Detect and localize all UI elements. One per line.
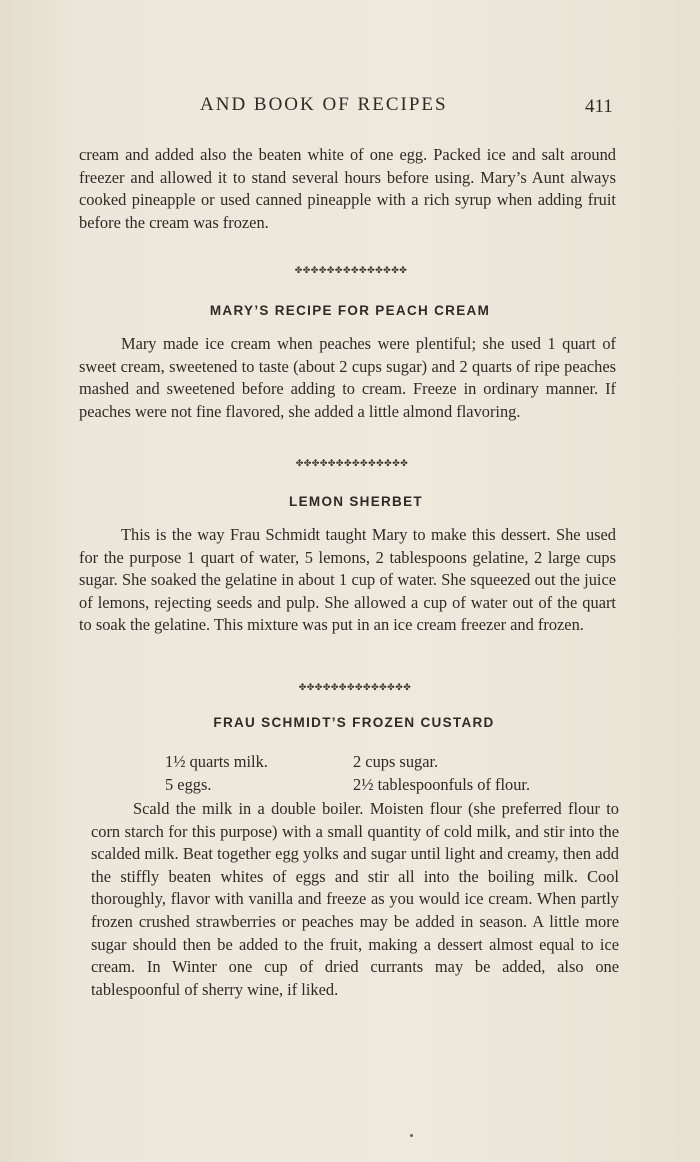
ingredient-item: 5 eggs. <box>165 775 212 794</box>
section-heading-peach-cream: MARY’S RECIPE FOR PEACH CREAM <box>209 303 491 318</box>
ingredient-item: 2½ tablespoonfuls of flour. <box>353 775 531 794</box>
lemon-sherbet-paragraph: This is the way Frau Schmidt taught Mary to make this dessert. She used for the purpose 1 quart of water, 5 lemons, 2 tablespoons gelatine, 2 large cups sugar. She soaked the gelatine in about 1 cup of water. She squeezed out the juice of lemons, rejecting seeds and pulp. She allowed a cup of water out of the quart to soak the gelatine. This mixture was put in an ice cream freezer and frozen. <box>79 525 616 635</box>
ingredient-row <box>165 773 615 796</box>
print-speck <box>410 1134 413 1137</box>
continued-paragraph: cream and added also the beaten white of one egg. Packed ice and salt around freezer and allowed it to stand several hours before using. Mary’s Aunt always cooked pineapple or used canned pineapple with a rich syrup when adding fruit before the cream was frozen. <box>79 145 616 232</box>
peach-cream-paragraph: Mary made ice cream when peaches were plentiful; she used 1 quart of sweet cream, sweetened to taste (about 2 cups sugar) and 2 quarts of ripe peaches mashed and sweetened before adding to cream. Freeze in ordinary manner. If peaches were not fine flavored, she added a little almond flavoring. <box>79 334 616 421</box>
ingredient-row <box>165 750 615 773</box>
frozen-custard-paragraph: Scald the milk in a double boiler. Moisten flour (she preferred flour to corn starch for this purpose) with a small quantity of cold milk, and stir into the scalded milk. Beat together egg yolks and sugar until light and creamy, then add the stiffly beaten whites of eggs and stir all into the boiling milk. Cool thoroughly, flavor with vanilla and freeze as you would ice cream. When partly frozen crushed strawberries or peaches may be added in season. A little more sugar should then be added to the fruit, making a dessert almost equal to ice cream. In Winter one cup of dried currants may be added, also one tablespoonful of sherry wine, if liked. <box>91 799 619 999</box>
section-heading-frozen-custard: FRAU SCHMIDT’S FROZEN CUSTARD <box>213 715 495 730</box>
ingredient-list <box>165 750 615 796</box>
ornament-divider: ✤✤✤✤✤✤✤✤✤✤✤✤✤✤ <box>294 266 408 276</box>
running-head <box>0 94 700 124</box>
running-title: AND BOOK OF RECIPES <box>200 94 448 115</box>
page-number: 411 <box>585 96 613 117</box>
ingredient-item: 2 cups sugar. <box>353 752 439 771</box>
section-heading-lemon-sherbet: LEMON SHERBET <box>289 494 423 509</box>
ingredient-item: 1½ quarts milk. <box>165 752 268 771</box>
ornament-divider: ✤✤✤✤✤✤✤✤✤✤✤✤✤✤ <box>298 683 412 693</box>
ornament-divider: ✤✤✤✤✤✤✤✤✤✤✤✤✤✤ <box>295 459 409 469</box>
